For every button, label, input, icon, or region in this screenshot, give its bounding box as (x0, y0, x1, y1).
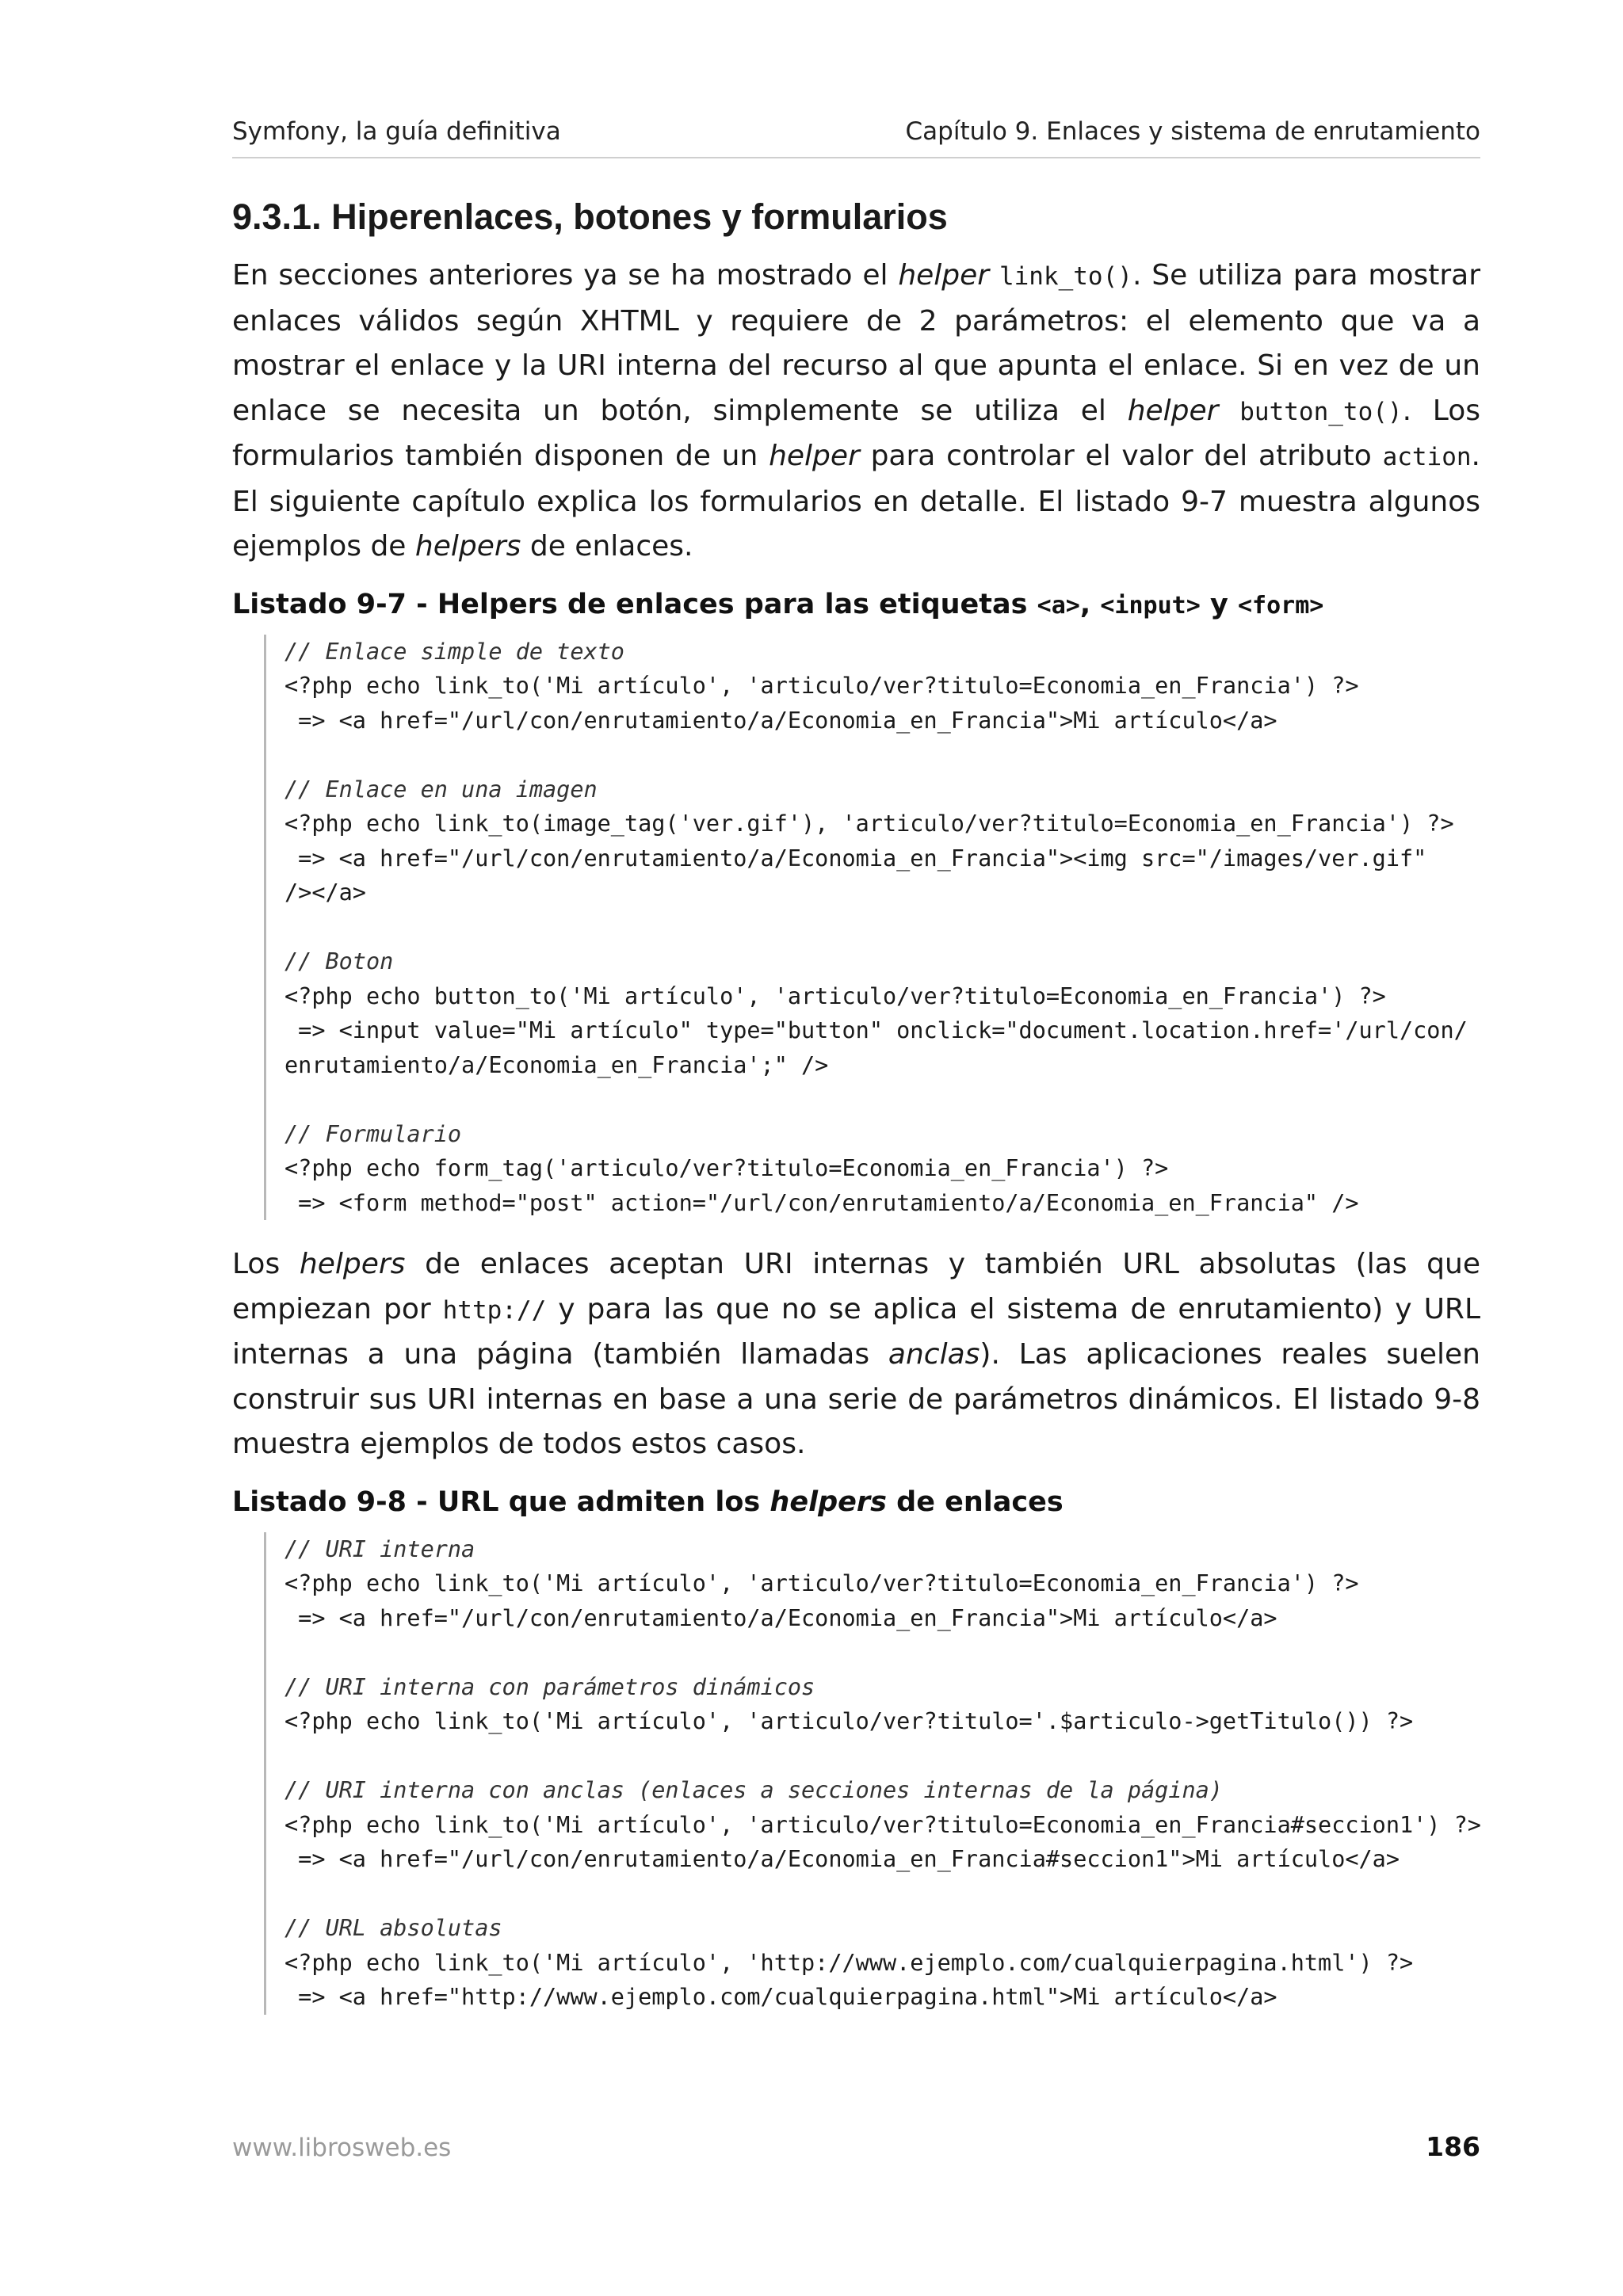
text-run (989, 259, 999, 292)
code-listing-9-8 (264, 1532, 1480, 2015)
code-line: => <a href="/url/con/enrutamiento/a/Economia_en_Francia#seccion1">Mi artículo</a> (285, 1846, 1400, 1872)
text-run: para controlar el valor del atributo (859, 440, 1383, 472)
code-line: => <a href="http://www.ejemplo.com/cualquierpagina.html">Mi artículo</a> (285, 1984, 1277, 2010)
text-run: de enlaces (886, 1486, 1064, 1518)
emphasis: helpers (414, 530, 521, 563)
emphasis: helper (769, 440, 860, 472)
code-line: => <input value="Mi artículo" type="button" onclick="document.location.href='/url/con/ (285, 1017, 1468, 1043)
text-run: Listado 9-8 - URL que admiten los (232, 1486, 770, 1518)
code-line: <?php echo link_to('Mi artículo', 'articulo/ver?titulo=Economia_en_Francia') ?> (285, 1570, 1359, 1596)
page-content (232, 196, 1480, 2015)
code-line: => <form method="post" action="/url/con/enrutamiento/a/Economia_en_Francia" /> (285, 1189, 1359, 1216)
text-run: y (1200, 588, 1238, 620)
code-line: => <a href="/url/con/enrutamiento/a/Economia_en_Francia">Mi artículo</a> (285, 707, 1277, 734)
page-footer (232, 2131, 1480, 2162)
code-line: <?php echo link_to(image_tag('ver.gif'), 'articulo/ver?titulo=Economia_en_Francia') ?> (285, 810, 1454, 837)
code-line (285, 1082, 1480, 1117)
code-line (285, 1877, 1480, 1912)
text-run: . El siguiente capítulo explica los formularios en detalle. El listado 9-7 muestra algunos ejemplos de (232, 440, 1480, 563)
section-title: 9.3.1. Hiperenlaces, botones y formularios (232, 196, 948, 237)
header-chapter-title: Capítulo 9. Enlaces y sistema de enrutamiento (905, 117, 1480, 146)
text-run: . Se utiliza para mostrar enlaces válidos según XHTML y requiere de 2 parámetros: el elemento que va a mostrar el enlace y la URI interna del recurso al que apunta el enlace. Si en vez de un enlace se necesita un botón, simplemente se utiliza el (232, 259, 1480, 427)
text-run: Los (232, 1248, 300, 1280)
code-line: enrutamiento/a/Economia_en_Francia';" /> (285, 1051, 829, 1078)
inline-code: <a> (1037, 591, 1080, 620)
text-run: de enlaces. (521, 530, 693, 563)
code-comment-line: // Enlace en una imagen (285, 776, 598, 803)
intro-paragraph (232, 254, 1480, 570)
text-run: y para las que no se aplica el sistema de enrutamiento) y URL internas a una página (también llamadas (232, 1292, 1480, 1371)
code-line: <?php echo form_tag('articulo/ver?titulo=Economia_en_Francia') ?> (285, 1155, 1169, 1181)
code-line: => <a href="/url/con/enrutamiento/a/Economia_en_Francia">Mi artículo</a> (285, 1604, 1277, 1631)
code-line (285, 1635, 1480, 1670)
header-book-title: Symfony, la guía definitiva (232, 117, 561, 146)
emphasis: helpers (769, 1486, 887, 1518)
inline-code: action (1382, 443, 1472, 471)
code-comment-line: // URI interna con parámetros dinámicos (285, 1673, 815, 1700)
emphasis: helper (1127, 394, 1219, 427)
text-run: ). Las aplicaciones reales suelen construir sus URI internas en base a una serie de parámetros dinámicos. El listado 9-8 muestra ejemplos de todos estos casos. (232, 1338, 1480, 1460)
inline-code: http:// (442, 1295, 547, 1325)
code-comment-line: // Enlace simple de texto (285, 638, 624, 665)
text-run: Listado 9-7 - Helpers de enlaces para las etiquetas (232, 588, 1037, 620)
code-line: <?php echo link_to('Mi artículo', 'http://www.ejemplo.com/cualquierpagina.html') ?> (285, 1949, 1414, 1976)
inline-code: button_to() (1239, 397, 1403, 426)
code-comment-line: // URI interna con anclas (enlaces a secciones internas de la página) (285, 1777, 1223, 1803)
footer-site-url: www.librosweb.es (232, 2134, 452, 2162)
running-header (232, 117, 1480, 158)
code-line: <?php echo link_to('Mi artículo', 'articulo/ver?titulo=Economia_en_Francia#seccion1') ?> (285, 1811, 1481, 1838)
inline-code: <input> (1100, 591, 1201, 620)
listing-9-7-caption (232, 589, 1480, 620)
code-listing-9-7 (264, 635, 1480, 1221)
code-line (285, 1739, 1480, 1774)
emphasis: anclas (888, 1338, 980, 1371)
text-run (1218, 395, 1239, 427)
code-line: <?php echo link_to('Mi artículo', 'articulo/ver?titulo=Economia_en_Francia') ?> (285, 673, 1359, 699)
code-line: => <a href="/url/con/enrutamiento/a/Economia_en_Francia"><img src="/images/ver.gif" (285, 845, 1427, 871)
emphasis: helper (898, 259, 990, 292)
code-comment-line: // URI interna (285, 1535, 475, 1562)
text-run: de enlaces aceptan URI internas y también URL absolutas (las que empiezan por (232, 1248, 1480, 1325)
code-line: /></a> (285, 879, 366, 906)
page-number: 186 (1426, 2131, 1480, 2162)
emphasis: helpers (299, 1248, 406, 1280)
code-line (285, 910, 1480, 945)
inline-code: link_to() (999, 262, 1132, 291)
text-run: En secciones anteriores ya se ha mostrado el (232, 259, 899, 292)
text-run: , (1079, 588, 1101, 620)
code-comment-line: // Boton (285, 948, 394, 974)
second-paragraph (232, 1242, 1480, 1467)
listing-9-8-caption (232, 1486, 1480, 1518)
inline-code: <form> (1237, 591, 1324, 620)
code-comment-line: // URL absolutas (285, 1915, 502, 1941)
text-run: . Los formularios también disponen de un (232, 394, 1481, 472)
code-comment-line: // Formulario (285, 1120, 462, 1147)
code-line (285, 738, 1480, 772)
code-line: <?php echo button_to('Mi artículo', 'articulo/ver?titulo=Economia_en_Francia') ?> (285, 982, 1386, 1009)
code-line: <?php echo link_to('Mi artículo', 'articulo/ver?titulo='.$articulo->getTitulo()) ?> (285, 1708, 1414, 1734)
